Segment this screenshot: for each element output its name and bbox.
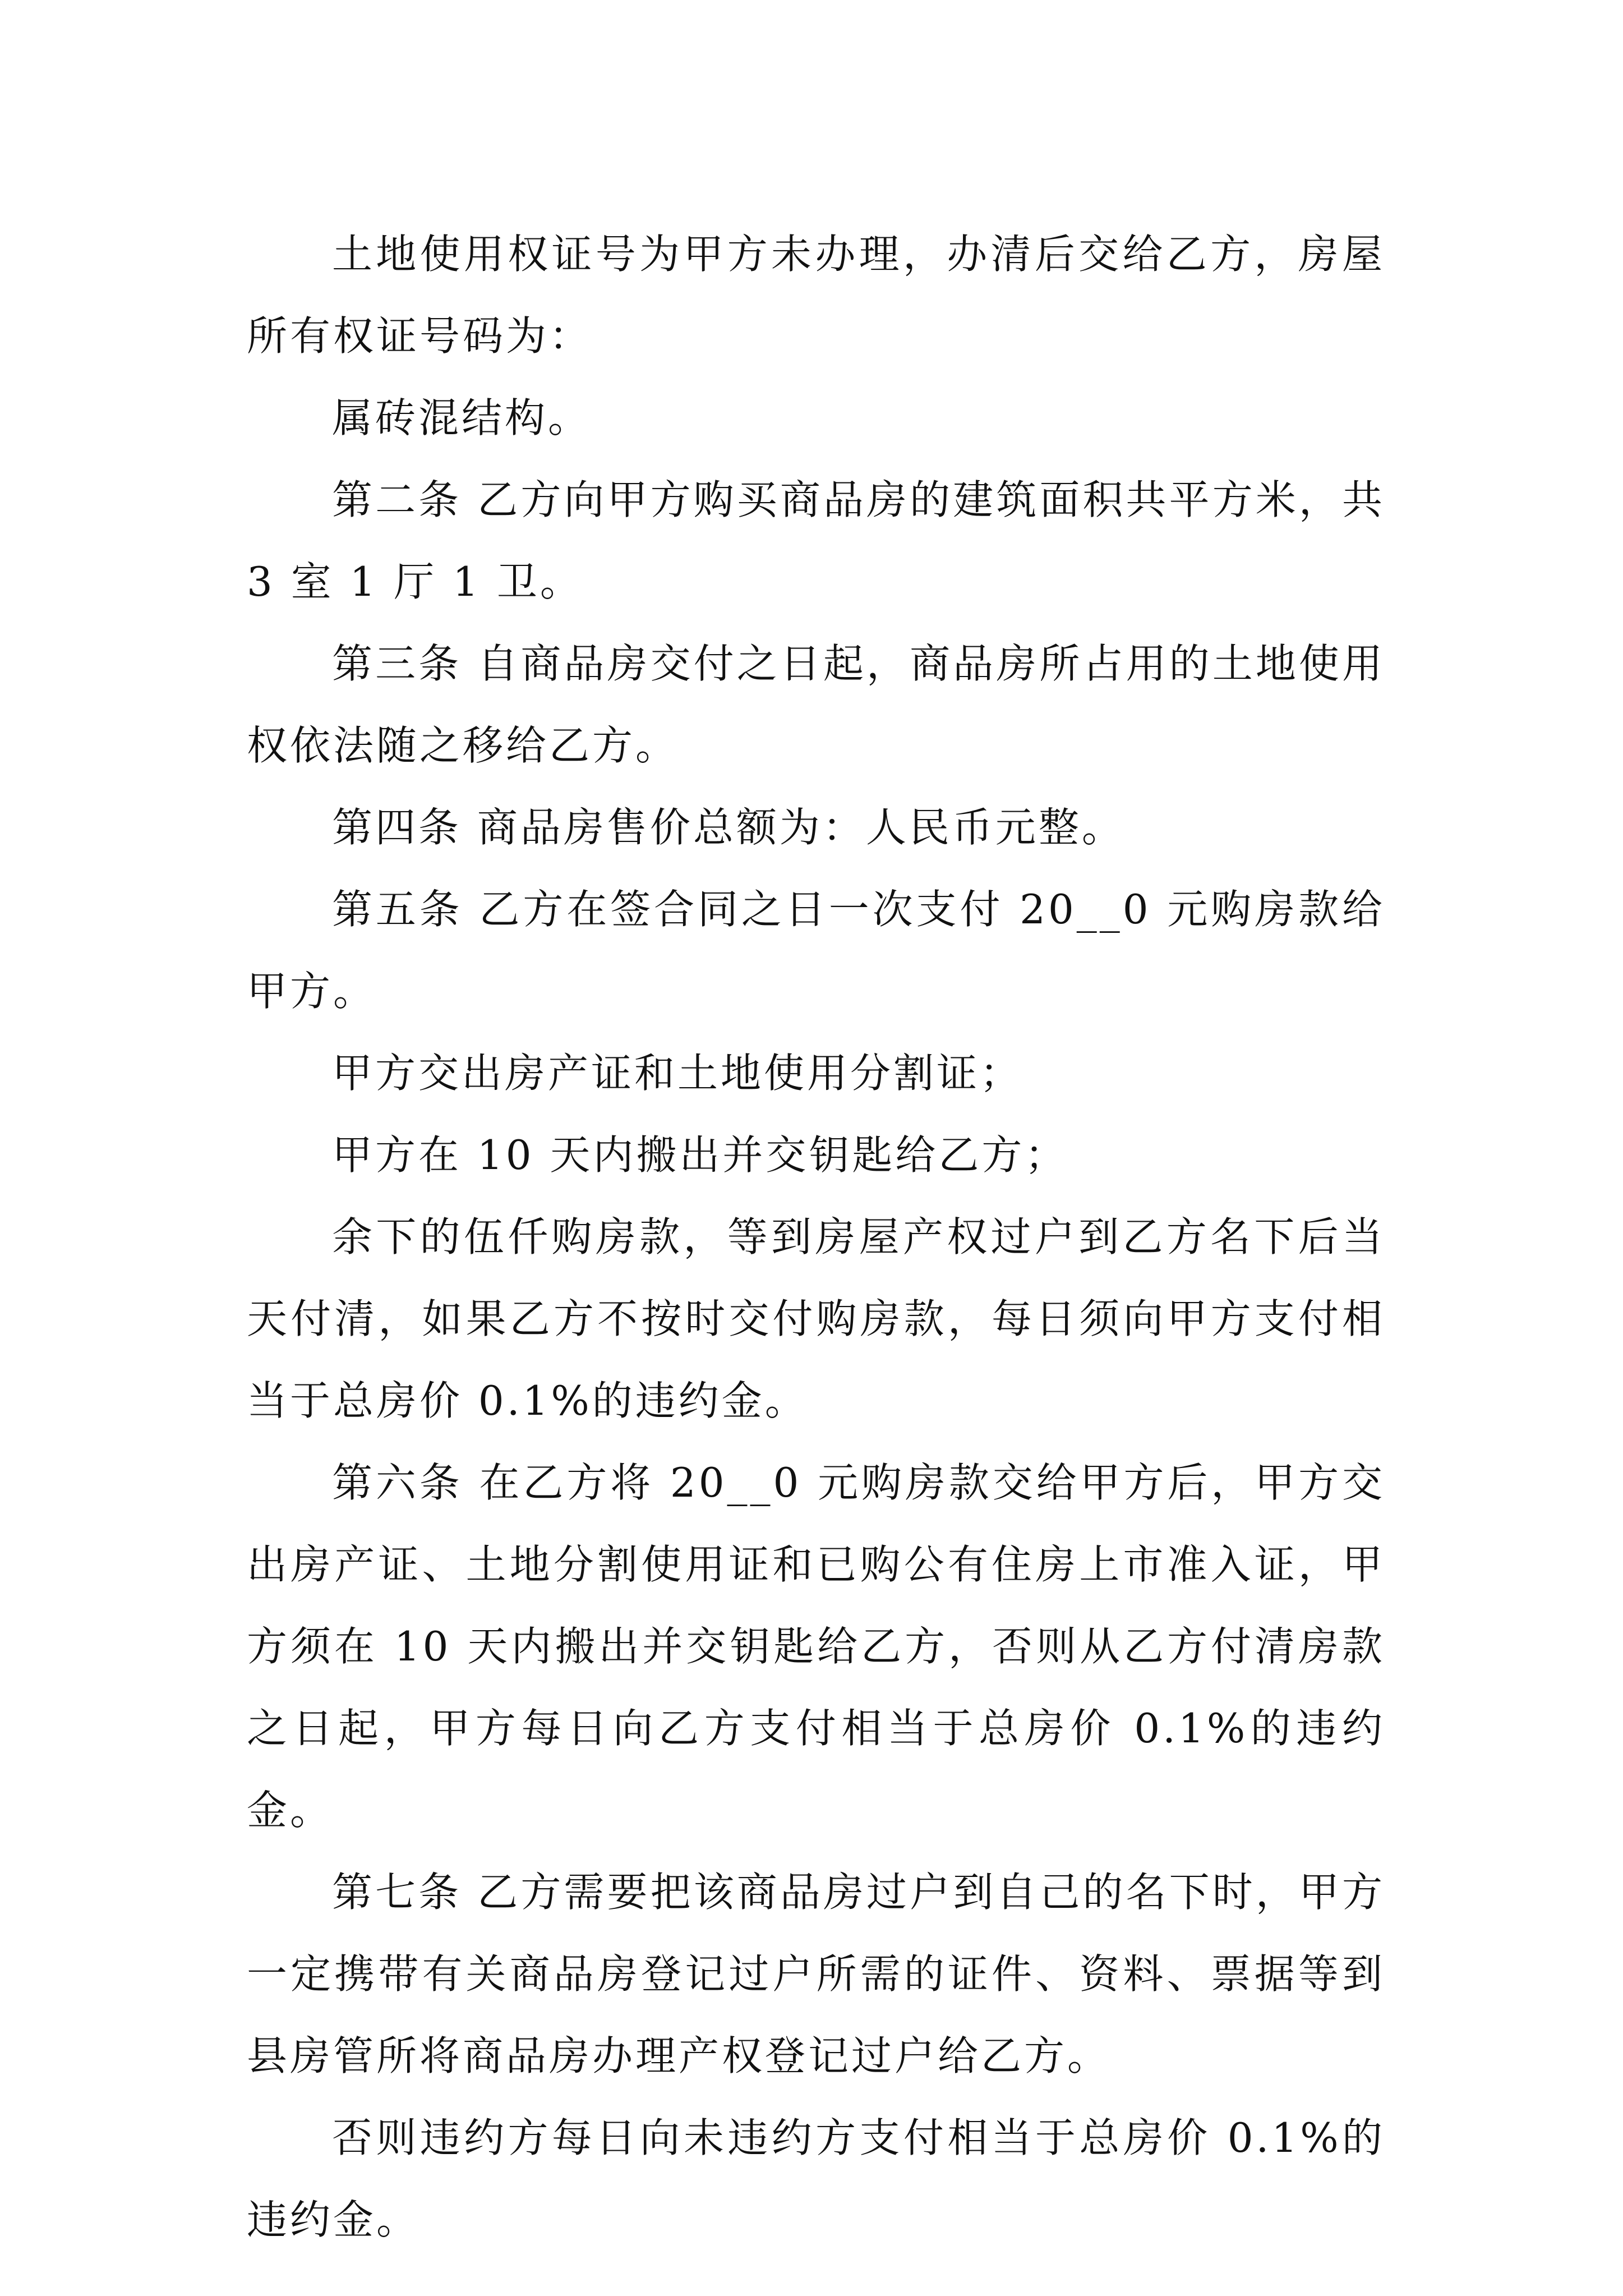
paragraph-article-4: 第四条 商品房售价总额为：人民币元整。 (332, 804, 1125, 851)
paragraph-article-3: 第三条 自商品房交付之日起，商品房所占用的土地使用权依法随之移给乙方。 (247, 640, 1385, 769)
paragraph-article-6: 第六条 在乙方将 20__0 元购房款交给甲方后，甲方交出房产证、土地分割使用证和已购公有住房上市准入证，甲方须在 10 天内搬出并交钥匙给乙方，否则从乙方付清房款之日起，甲方每日向乙方支付相当于总房价 0.1%的违约金。 (247, 1459, 1385, 1834)
document-body (247, 213, 1385, 2261)
paragraph-article-5: 第五条 乙方在签合同之日一次支付 20__0 元购房款给甲方。 (247, 886, 1385, 1015)
paragraph-deliver-certificates: 甲方交出房产证和土地使用分割证； (332, 1050, 1023, 1097)
paragraph-article-2: 第二条 乙方向甲方购买商品房的建筑面积共平方米，共 3 室 1 厅 1 卫。 (247, 476, 1385, 605)
paragraph-default-penalty: 否则违约方每日向未违约方支付相当于总房价 0.1%的违约金。 (247, 2114, 1385, 2243)
paragraph-land-certificate: 土地使用权证号为甲方未办理，办清后交给乙方，房屋所有权证号码为： (247, 231, 1385, 360)
paragraph-remaining-payment: 余下的伍仟购房款，等到房屋产权过户到乙方名下后当天付清，如果乙方不按时交付购房款，每日须向甲方支付相当于总房价 0.1%的违约金。 (247, 1213, 1385, 1424)
paragraph-structure: 属砖混结构。 (332, 394, 592, 441)
paragraph-move-out: 甲方在 10 天内搬出并交钥匙给乙方； (332, 1131, 1068, 1179)
paragraph-article-7: 第七条 乙方需要把该商品房过户到自己的名下时，甲方一定携带有关商品房登记过户所需的证件、资料、票据等到县房管所将商品房办理产权登记过户给乙方。 (247, 1869, 1385, 2079)
